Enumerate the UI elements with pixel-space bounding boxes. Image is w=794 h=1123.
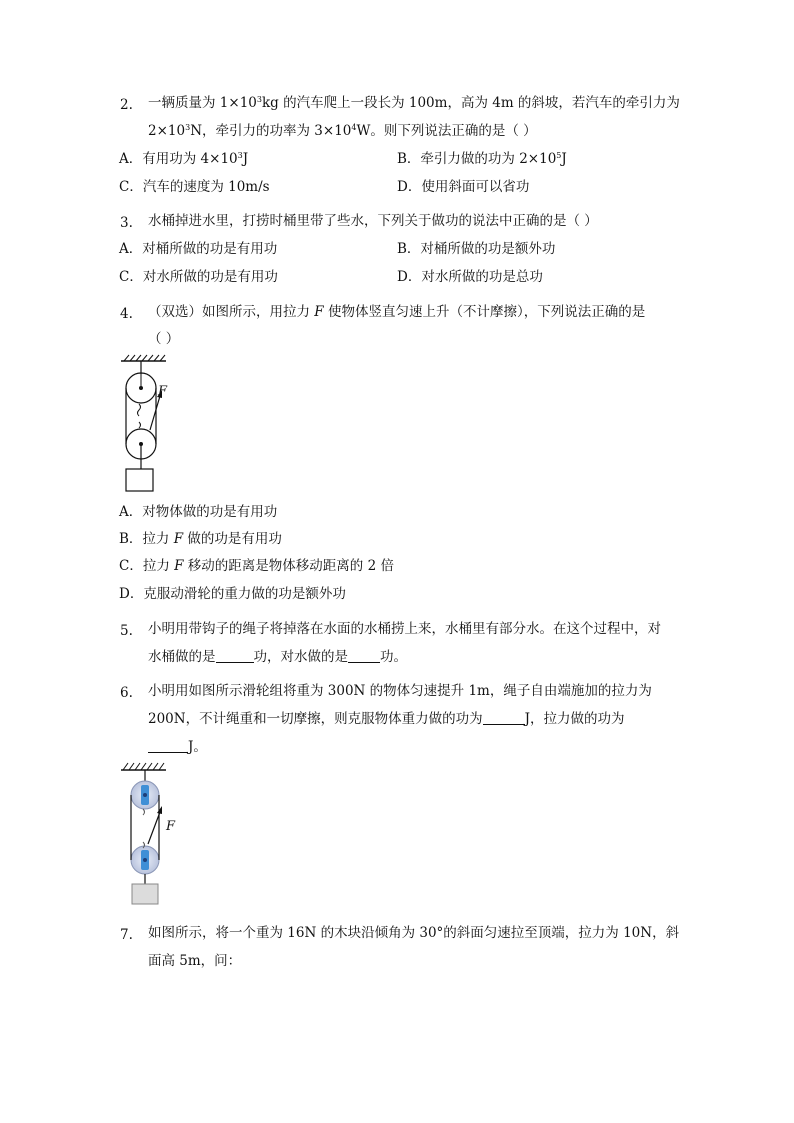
q3-number: 3.	[120, 215, 133, 231]
q6-answer-blank-2[interactable]	[148, 738, 188, 753]
q3-option-d: D．对水所做的功是总功	[397, 269, 543, 285]
q2-exponent: 3	[256, 95, 262, 104]
q2-exponent: 5	[556, 151, 562, 160]
q7-number: 7.	[120, 927, 133, 943]
q4-text: （双选）如图所示，用拉力	[148, 304, 315, 320]
q2-option-a	[119, 149, 248, 169]
q2-option-a-text: A．有用功为 4×10	[119, 151, 238, 167]
q2-text: W。则下列说法正确的是（ ）	[356, 123, 537, 139]
q4-force-symbol: F	[314, 304, 324, 320]
q5-stem-line2	[148, 647, 407, 667]
q3-option-a: A．对桶所做的功是有用功	[119, 241, 278, 257]
q2-text: 2×10	[148, 123, 186, 139]
q4-option-b	[119, 529, 282, 549]
q6-text: 200N，不计绳重和一切摩擦，则克服物体重力做的功为	[148, 711, 483, 727]
q5-answer-blank-1[interactable]	[216, 648, 254, 663]
q2-number: 2.	[120, 97, 133, 113]
q6-text: J，拉力做的功为	[524, 711, 625, 727]
q3-stem: 水桶掉进水里，打捞时桶里带了些水，下列关于做功的说法中正确的是（ ）	[148, 213, 598, 229]
q7-stem-line2: 面高 5m，问：	[148, 953, 242, 969]
q6-stem-line1: 小明用如图所示滑轮组将重为 300N 的物体匀速提升 1m，绳子自由端施加的拉力为	[148, 683, 652, 699]
q4-option-c	[119, 556, 394, 576]
q5-text: 功。	[380, 649, 407, 665]
q5-text: 功，对水做的是	[253, 649, 348, 665]
q6-figure-force-label: F	[166, 819, 176, 834]
q4-number: 4.	[120, 306, 133, 322]
q4-option-b-text: B．拉力	[119, 531, 174, 547]
q2-option-a-unit: J	[242, 151, 249, 167]
q2-text: kg 的汽车爬上一段长为 100m，高为 4m 的斜坡，若汽车的牵引力为	[261, 95, 680, 111]
q4-text: 使物体竖直匀速上升（不计摩擦），下列说法正确的是	[323, 304, 646, 320]
q6-answer-blank-1[interactable]	[483, 710, 525, 725]
q4-option-c-text: 移动的距离是物体移动距离的 2 倍	[183, 558, 394, 574]
q2-exponent: 3	[185, 123, 191, 132]
q2-exponent: 4	[351, 123, 357, 132]
q4-force-symbol: F	[174, 558, 184, 574]
q2-stem-line1	[148, 93, 680, 113]
q2-stem-line2	[148, 121, 537, 141]
q4-pulley-figure	[116, 352, 176, 494]
q6-stem-line2	[148, 709, 625, 729]
q2-text: N，牵引力的功率为 3×10	[190, 123, 352, 139]
q4-stem-paren: （ ）	[148, 331, 180, 347]
q4-figure-force-label: F	[158, 384, 168, 399]
q2-option-b-unit: J	[561, 151, 567, 167]
q2-option-b	[397, 149, 567, 169]
q4-stem-line1	[148, 302, 645, 322]
q6-text: J。	[188, 739, 207, 755]
q4-force-symbol: F	[173, 531, 184, 547]
q2-option-c: C．汽车的速度为 10m/s	[119, 179, 270, 195]
q3-option-c: C．对水所做的功是有用功	[119, 269, 278, 285]
q2-exponent: 3	[237, 151, 243, 160]
q7-stem-line1: 如图所示，将一个重为 16N 的木块沿倾角为 30°的斜面匀速拉至顶端，拉力为 10N，斜	[148, 925, 680, 941]
q6-stem-line3	[148, 737, 207, 757]
q4-option-d: D．克服动滑轮的重力做的功是额外功	[119, 586, 346, 602]
q5-text: 水桶做的是	[148, 649, 216, 665]
q4-option-b-text: 做的功是有用功	[183, 531, 282, 547]
q6-number: 6.	[120, 685, 133, 701]
q5-stem-line1: 小明用带钩子的绳子将掉落在水面的水桶捞上来，水桶里有部分水。在这个过程中，对	[148, 621, 661, 637]
q6-pulley-figure	[118, 760, 180, 908]
q3-option-b: B．对桶所做的功是额外功	[397, 241, 556, 257]
q2-option-b-text: B．牵引力做的功为 2×10	[397, 151, 557, 167]
q4-option-c-text: C．拉力	[119, 558, 175, 574]
q5-number: 5.	[120, 623, 133, 639]
q4-option-a: A．对物体做的功是有用功	[119, 504, 278, 520]
q2-option-d: D．使用斜面可以省功	[397, 179, 530, 195]
q5-answer-blank-2[interactable]	[348, 648, 380, 663]
q2-text: 一辆质量为 1×10	[148, 95, 257, 111]
